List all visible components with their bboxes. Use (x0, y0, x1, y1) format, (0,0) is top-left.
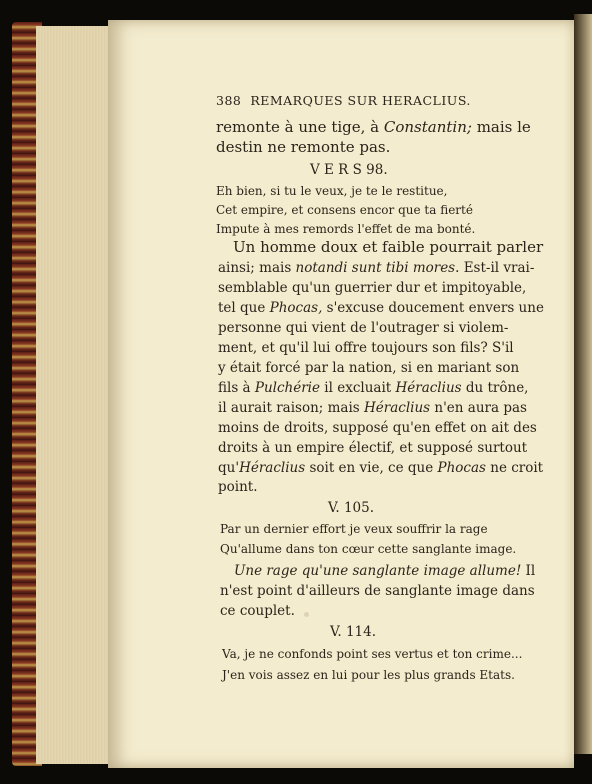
italic-span: Héraclius (364, 400, 431, 416)
text-line: destin ne remonte pas. (216, 138, 391, 156)
verse-line: Par un dernier effort je veux souffrir la rage (220, 522, 488, 536)
verse-line: Eh bien, si tu le veux, je te le restitue, (216, 184, 448, 198)
text-line: ce couplet. (220, 603, 295, 619)
italic-span: Une rage qu'une sanglante image allume! (234, 563, 522, 579)
page-number: 388 (216, 93, 242, 108)
italic-span: notandi sunt tibi mores. (295, 260, 460, 276)
text-line: semblable qu'un guerrier dur et impitoyable, (218, 280, 527, 296)
paper-spot (304, 612, 309, 617)
text-line: ment, et qu'il lui offre toujours son fils? S'il (218, 340, 514, 356)
page-header (216, 93, 471, 109)
text-span: du trône, (461, 380, 529, 396)
text-line: personne qui vient de l'outrager si violem- (218, 320, 509, 336)
italic-span: Phocas, (269, 300, 323, 316)
verse-line: Va, je ne confonds point ses vertus et ton crime... (222, 647, 523, 661)
text-line: Un homme doux et faible pourrait parler (233, 238, 544, 256)
italic-span: Pulchérie (254, 380, 320, 396)
book-page (108, 20, 574, 768)
text-span: s'excuse doucement envers une (322, 300, 544, 316)
verse-line: Cet empire, et consens encor que ta fierté (216, 203, 473, 217)
text-line: droits à un empire électif, et supposé surtout (218, 440, 528, 456)
text-span: il aurait raison; mais (218, 400, 365, 416)
verse-line: Impute à mes remords l'effet de ma bonté. (216, 222, 476, 236)
text-span: Il (521, 563, 536, 579)
text-line: y était forcé par la nation, si en mariant son (218, 360, 520, 376)
facing-page-edge (574, 14, 592, 754)
italic-span: Constantin; (383, 118, 472, 136)
text-line: moins de droits, supposé qu'en effet on ait des (218, 420, 537, 436)
italic-span: Héraclius (395, 380, 462, 396)
text-line: n'est point d'ailleurs de sanglante image dans (220, 583, 535, 599)
text-line (218, 380, 528, 396)
text-span: n'en aura pas (430, 400, 527, 416)
page-block-edge (36, 26, 116, 764)
text-line (218, 260, 534, 276)
text-line (216, 119, 531, 135)
text-line (234, 563, 535, 579)
verse-heading: V E R S 98. (310, 162, 388, 178)
text-span: tel que (218, 300, 270, 316)
running-title: REMARQUES SUR HERACLIUS. (250, 93, 471, 108)
italic-span: Héraclius (239, 460, 306, 476)
text-span: qu' (218, 460, 240, 476)
italic-span: Phocas (437, 460, 486, 476)
text-line (218, 400, 527, 416)
text-line (218, 300, 544, 316)
text-span: soit en vie, ce que (305, 460, 438, 476)
verse-heading: V. 105. (328, 500, 375, 516)
verse-line: J'en vois assez en lui pour les plus grands Etats. (222, 668, 515, 682)
text-span: fils à (218, 380, 255, 396)
text-span: Est-il vrai- (459, 260, 535, 276)
text-line: point. (218, 479, 258, 495)
text-span: ne croit (485, 460, 544, 476)
text-span: ainsi; mais (218, 260, 296, 276)
text-span: il excluait (320, 380, 396, 396)
verse-line: Qu'allume dans ton cœur cette sanglante image. (220, 542, 517, 556)
text-span: remonte à une tige, à (216, 118, 384, 136)
text-span: mais le (471, 118, 531, 136)
verse-heading: V. 114. (330, 624, 377, 640)
text-line (218, 460, 543, 476)
